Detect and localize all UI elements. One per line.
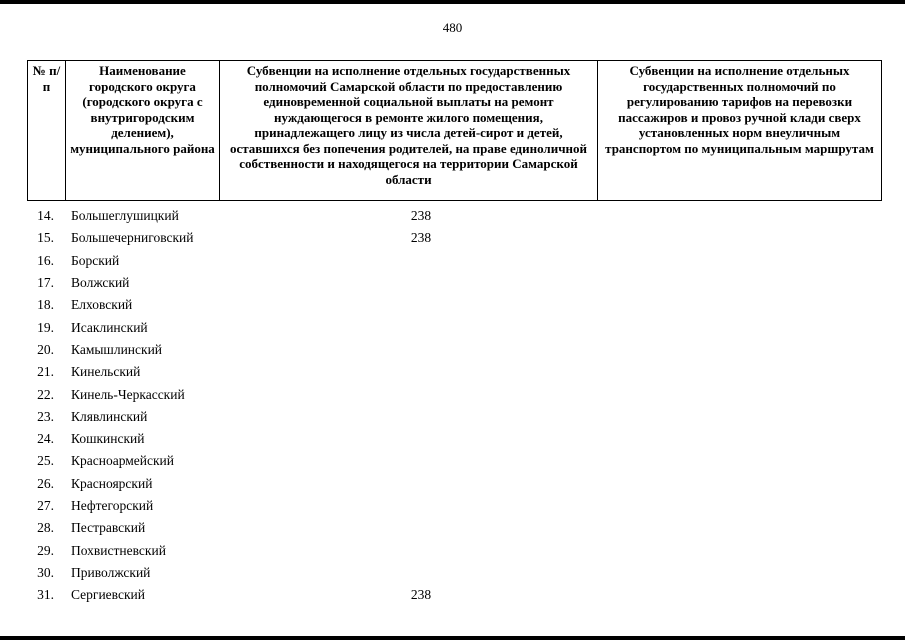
row-municipality: Камышлинский bbox=[71, 341, 163, 357]
row-number: 29. bbox=[37, 542, 54, 558]
row-municipality: Нефтегорский bbox=[71, 498, 154, 513]
row-number: 26. bbox=[37, 475, 54, 491]
row-municipality: Исаклинский bbox=[71, 319, 148, 335]
row-subsidy-transport bbox=[601, 495, 881, 517]
row-number: 24. bbox=[37, 431, 54, 447]
row-number: 15. bbox=[37, 230, 54, 246]
table-row bbox=[27, 272, 881, 294]
row-subsidy-repair bbox=[241, 539, 601, 561]
row-municipality: Кошкинский bbox=[71, 431, 145, 447]
row-subsidy-repair bbox=[241, 495, 601, 517]
row-number: 30. bbox=[37, 564, 54, 580]
row-municipality: Кинельский bbox=[71, 364, 141, 380]
row-subsidy-transport bbox=[601, 562, 881, 584]
row-number: 20. bbox=[37, 341, 54, 357]
table-body bbox=[27, 205, 881, 606]
row-municipality: Кинель-Черкасский bbox=[71, 386, 185, 402]
header-row bbox=[28, 61, 882, 201]
row-municipality: Борский bbox=[71, 252, 120, 268]
row-municipality: Клявлинский bbox=[71, 408, 148, 424]
table-row bbox=[27, 205, 881, 227]
table-row bbox=[27, 250, 881, 272]
table-row bbox=[27, 316, 881, 338]
row-municipality: Приволжский bbox=[71, 564, 151, 580]
row-subsidy-repair bbox=[241, 517, 601, 539]
row-subsidy-transport bbox=[601, 450, 881, 472]
table-row bbox=[27, 428, 881, 450]
row-subsidy-transport bbox=[601, 361, 881, 383]
row-subsidy-transport bbox=[601, 227, 881, 249]
row-subsidy-repair bbox=[241, 428, 601, 450]
header-num: № п/п bbox=[28, 61, 66, 201]
row-number: 16. bbox=[37, 252, 54, 268]
row-number: 31. bbox=[37, 587, 54, 603]
row-subsidy-repair bbox=[241, 473, 601, 495]
row-municipality: Красноармейский bbox=[71, 453, 175, 469]
row-subsidy-repair: 238 bbox=[410, 208, 432, 224]
header-subsidy-repair: Субвенции на исполнение отдельных государственных полномочий Самарской области по предоставлению единовременной социальной выплаты на ремонт нуждающегося в ремонте жилого помещения, принадлежащего лицу из числа детей-сирот и детей, оставшихся без попечения родителей, на праве единоличной собственности и находящегося на территории Самарской области bbox=[220, 61, 598, 201]
row-municipality: Волжский bbox=[71, 275, 130, 291]
row-number: 23. bbox=[37, 408, 54, 424]
row-number: 17. bbox=[37, 275, 54, 291]
row-subsidy-transport bbox=[601, 539, 881, 561]
row-number: 18. bbox=[37, 297, 54, 313]
row-subsidy-transport bbox=[601, 517, 881, 539]
row-subsidy-repair: 238 bbox=[410, 587, 432, 603]
table-row bbox=[27, 450, 881, 472]
row-number: 21. bbox=[37, 364, 54, 380]
row-subsidy-transport bbox=[601, 272, 881, 294]
table-row bbox=[27, 473, 881, 495]
row-subsidy-transport bbox=[601, 406, 881, 428]
row-subsidy-repair bbox=[241, 250, 601, 272]
scan-border-top bbox=[0, 0, 905, 4]
row-subsidy-transport bbox=[601, 584, 881, 606]
row-municipality: Красноярский bbox=[71, 475, 153, 491]
row-subsidy-transport bbox=[601, 316, 881, 338]
table-row bbox=[27, 227, 881, 249]
table-row bbox=[27, 383, 881, 405]
row-subsidy-transport bbox=[601, 250, 881, 272]
table-row bbox=[27, 361, 881, 383]
row-subsidy-repair: 238 bbox=[410, 230, 432, 246]
row-subsidy-repair bbox=[241, 562, 601, 584]
row-subsidy-transport bbox=[601, 383, 881, 405]
row-subsidy-repair bbox=[241, 272, 601, 294]
row-subsidy-transport bbox=[601, 473, 881, 495]
table-row bbox=[27, 495, 881, 517]
header-name: Наименование городского округа (городского округа с внутригородским делением), муниципального района bbox=[66, 61, 220, 201]
scan-border-bottom bbox=[0, 636, 905, 640]
table-row bbox=[27, 294, 881, 316]
row-subsidy-transport bbox=[601, 294, 881, 316]
table-row bbox=[27, 517, 881, 539]
row-subsidy-repair bbox=[241, 450, 601, 472]
table-row bbox=[27, 584, 881, 606]
row-subsidy-repair bbox=[241, 361, 601, 383]
table-row bbox=[27, 539, 881, 561]
row-subsidy-transport bbox=[601, 205, 881, 227]
row-municipality: Елховский bbox=[71, 297, 133, 313]
row-number: 28. bbox=[37, 520, 54, 536]
row-municipality: Большеглушицкий bbox=[71, 208, 179, 224]
row-number: 14. bbox=[37, 208, 54, 224]
table-row bbox=[27, 562, 881, 584]
row-municipality: Сергиевский bbox=[71, 587, 145, 603]
row-number: 27. bbox=[37, 498, 54, 513]
row-municipality: Большечерниговский bbox=[71, 230, 194, 246]
row-subsidy-repair bbox=[241, 316, 601, 338]
row-subsidy-repair bbox=[241, 339, 601, 361]
row-subsidy-transport bbox=[601, 339, 881, 361]
table-row bbox=[27, 339, 881, 361]
row-subsidy-transport bbox=[601, 428, 881, 450]
row-municipality: Пестравский bbox=[71, 520, 146, 536]
row-number: 22. bbox=[37, 386, 54, 402]
page-number: 480 bbox=[442, 20, 463, 35]
row-number: 25. bbox=[37, 453, 54, 469]
table-header bbox=[27, 60, 882, 201]
row-subsidy-repair bbox=[241, 406, 601, 428]
row-number: 19. bbox=[37, 319, 54, 335]
row-municipality: Похвистневский bbox=[71, 542, 166, 558]
header-subsidy-transport: Субвенции на исполнение отдельных государственных полномочий по регулированию тарифов на перевозки пассажиров и провоз ручной клади сверх установленных норм внеуличным транспортом по муниципальным маршрутам bbox=[598, 61, 882, 201]
row-subsidy-repair bbox=[241, 383, 601, 405]
row-subsidy-repair bbox=[241, 294, 601, 316]
rows-body bbox=[27, 205, 881, 606]
table-row bbox=[27, 406, 881, 428]
